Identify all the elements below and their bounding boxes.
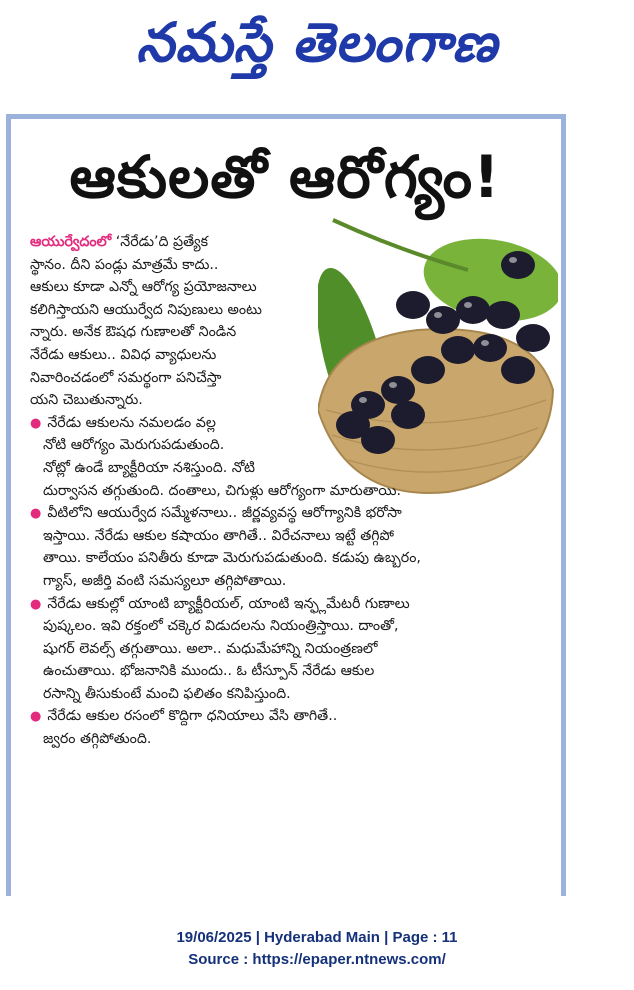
bullet-line: షుగర్ లెవల్స్ తగ్గుతాయి. అలా.. మధుమేహాన్ని నియంత్రణలో [43, 640, 378, 657]
intro-line: నేరేడు ఆకులు.. వివిధ వ్యాధులను [30, 346, 217, 363]
bullet-line: ఉంచుతాయి. భోజనానికి ముందు.. ఓ టీస్పూన్ నేరేడు ఆకుల [43, 663, 375, 680]
bullet-line: నోట్లో ఉండే బ్యాక్టీరియా నశిస్తుంది. నోటి [43, 459, 256, 476]
intro-line: నివారించడంలో సమర్థంగా పనిచేస్తా [30, 369, 222, 386]
bullet-line: నోటి ఆరోగ్యం మెరుగుపడుతుంది. [43, 437, 225, 454]
intro-line-text: ‘నేరేడు’ది ప్రత్యేక [115, 234, 209, 250]
bullet-line: గ్యాస్, అజీర్తి వంటి సమస్యలూ తగ్గిపోతాయి. [43, 572, 287, 589]
intro-line: యని చెబుతున్నారు. [30, 392, 143, 409]
masthead-logo: నమస్తే తెలంగాణ [136, 11, 498, 74]
footer-date-edition: 19/06/2025 | Hyderabad Main | Page : 11 [176, 929, 458, 946]
bullet-line: పుష్కలం. ఇవి రక్తంలో చక్కెర విడుదలను నియంత్రిస్తాయి. దాంతో, [43, 618, 399, 635]
bullet-icon: ● [30, 596, 42, 612]
bullet-line [30, 412, 540, 435]
bullet-text: నేరేడు ఆకులను నమలడం వల్ల [47, 414, 216, 431]
intro-line: న్నారు. అనేక ఔషధ గుణాలతో నిండిన [30, 324, 237, 341]
bullet-line: తాయి. కాలేయం పనితీరు కూడా మెరుగుపడుతుంది. కడుపు ఉబ్బరం, [43, 550, 421, 567]
article-headline: ఆకులతో ఆరోగ్యం! [69, 143, 501, 211]
intro-lead: ఆయుర్వేదంలో [30, 234, 112, 250]
bullet-line [30, 705, 540, 728]
bullet-icon: ● [30, 506, 42, 522]
bullet-icon: ● [30, 709, 42, 725]
bullet-line: దుర్వాసన తగ్గుతుంది. దంతాలు, చిగుళ్లు ఆరోగ్యంగా మారుతాయి. [43, 482, 401, 499]
bullet-text: వీటిలోని ఆయుర్వేద సమ్మేళనాలు.. జీర్ణవ్యవస్థ ఆరోగ్యానికి భరోసా [47, 505, 402, 522]
bullet-line: జ్వరం తగ్గిపోతుంది. [43, 731, 152, 748]
bullet-icon: ● [30, 415, 42, 431]
intro-line: కలిగిస్తాయని ఆయుర్వేద నిపుణులు అంటు [30, 301, 262, 318]
intro-line: ఆకులు కూడా ఎన్నో ఆరోగ్య ప్రయోజనాలు [30, 279, 257, 296]
bullet-text: నేరేడు ఆకుల రసంలో కొద్దిగా ధనియాలు వేసి తాగితే.. [47, 708, 338, 725]
bullet-line [30, 593, 540, 616]
bullet-line: రసాన్ని తీసుకుంటే మంచి ఫలితం కనిపిస్తుంది. [43, 685, 291, 702]
article-body [30, 231, 540, 751]
bullet-line [30, 502, 540, 525]
footer-source: Source : https://epaper.ntnews.com/ [188, 951, 446, 968]
intro-line [30, 231, 540, 254]
bullet-line: ఇస్తాయి. నేరేడు ఆకుల కషాయం తాగితే.. విరేచనాలు ఇట్టే తగ్గిపో [43, 527, 394, 544]
intro-line: స్థానం. దీని పండ్లు మాత్రమే కాదు.. [30, 256, 219, 273]
bullet-text: నేరేడు ఆకుల్లో యాంటి బ్యాక్టీరియల్, యాంటి ఇన్ఫ్లమేటరీ గుణాలు [47, 595, 410, 612]
